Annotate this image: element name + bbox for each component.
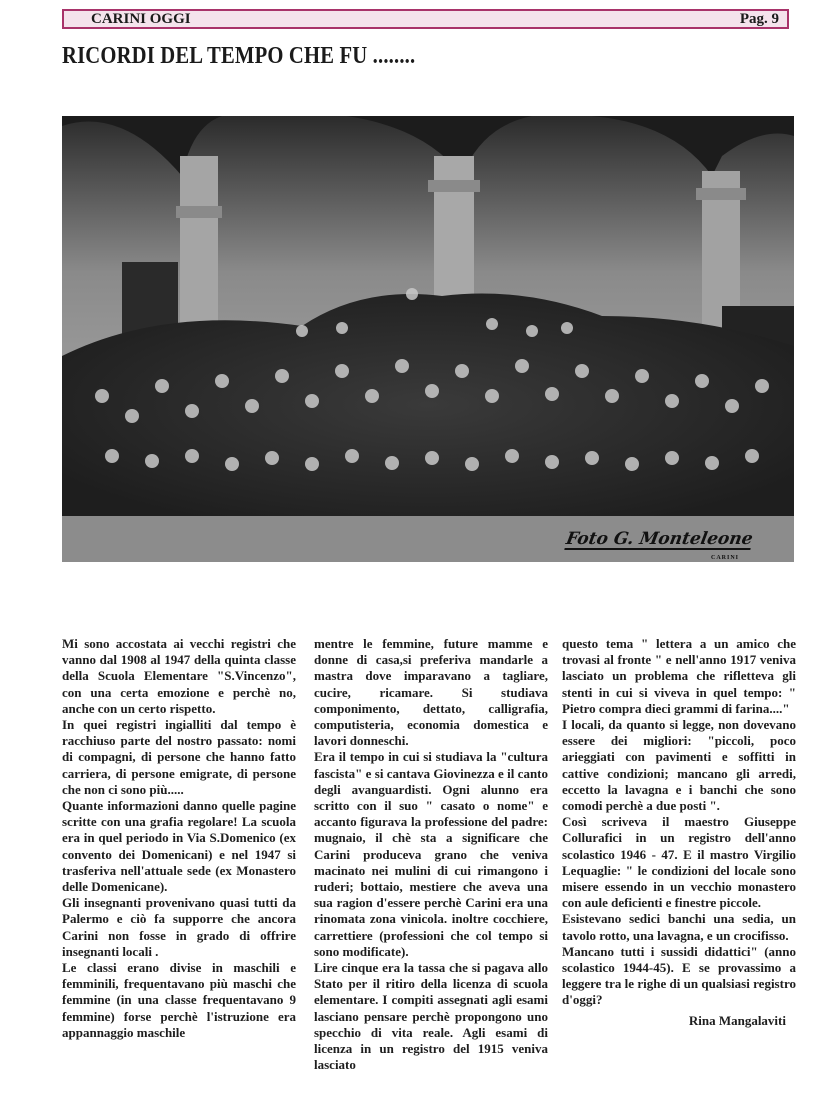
paragraph: Mi sono accostata ai vecchi registri che vanno dal 1908 al 1947 della quinta classe della Scuola Elementare "S.Vincenzo", con una certa emozione e perchè no, anche con un certo rispetto. — [62, 636, 296, 716]
paragraph: Esistevano sedici banchi una sedia, un tavolo rotto, una lavagna, e un crocifisso. — [562, 911, 796, 943]
paragraph: questo tema " lettera a un amico che trovasi al fronte " e nell'anno 1917 veniva lasciato un problema che rifletteva gli stenti in cui si viveva in quel tempo: " Pietro compra dieci grammi di farina...." — [562, 636, 796, 716]
paragraph: Gli insegnanti provenivano quasi tutti da Palermo e ciò fa supporre che ancora Carini non fosse in grado di offrire insegnanti locali . — [62, 895, 296, 959]
page-number: Pag. 9 — [739, 10, 779, 27]
paragraph: Quante informazioni danno quelle pagine scritte con una grafia regolare! La scuola era in quel periodo in Via S.Domenico (ex convento dei Domenicani) e nel 1947 si trasferiva nell'attuale sede (ex Monastero delle Domenicane). — [62, 798, 296, 895]
paragraph: Era il tempo in cui si studiava la "cultura fascista" e si cantava Giovinezza e il canto degli avanguardisti. Ogni alunno era scritto con il suo " casato o nome" e accanto figurava la professione del padre: mugnaio, il chè sta a significare che Carini produceva grano che veniva macinato nei mulini di cui rimangono i ruderi; bottaio, mestiere che aveva una sua ragion d'essere perchè Carini era una rinomata zona vinicola. inoltre cocchiere, carrettiere (professioni che col tempo si sono modificate). — [314, 749, 548, 959]
paragraph: In quei registri ingialliti dal tempo è racchiuso parte del nostro passato: nomi di compagni, di persone che hanno fatto carriera, di persone emigrate, di persone che non ci sono più..... — [62, 717, 296, 797]
paragraph: mentre le femmine, future mamme e donne di casa,si preferiva mandarle a mastra dove imparavano a tagliare, cucire, ricamare. Si studiava componimento, dettato, calligrafia, computisteria, economia domestica e lavori donneschi. — [314, 636, 548, 749]
paragraph: Mancano tutti i sussidi didattici" (anno scolastico 1944-45). E se provassimo a leggere tra le righe di un qualsiasi registro d'oggi? — [562, 943, 796, 1008]
article-body — [62, 636, 796, 1106]
publication-name: CARINI OGGI — [91, 10, 191, 27]
photographer-credit: Foto G. Monteleone — [564, 529, 755, 549]
article-column-1 — [62, 636, 296, 1041]
photo-illustration — [62, 116, 794, 562]
article-column-3 — [562, 636, 796, 1029]
paragraph: Lire cinque era la tassa che si pagava allo Stato per il ritiro della licenza di scuola elementare. I compiti assegnati agli esami lasciano pensare perchè propongono uno specchio di vita reale. Agli esami di licenza in un registro del 1915 veniva lasciato — [314, 960, 548, 1073]
photographer-location: CARINI — [710, 555, 739, 561]
article-author: Rina Mangalaviti — [688, 1012, 786, 1028]
paragraph: Le classi erano divise in maschili e femminili, frequentavano più maschi che femmine (in una classe frequentavano 9 femmine) forse perchè l'istruzione era appannaggio maschile — [62, 960, 296, 1040]
article-title: RICORDI DEL TEMPO CHE FU ........ — [62, 43, 416, 69]
paragraph: I locali, da quanto si legge, non dovevano essere dei migliori: "piccoli, poco arieggiati con pavimenti e soffitti in cattive condizioni; mancano gli arredi, eccetto la lavagna e i banchi che sono comodi perchè a due posti ". — [562, 717, 796, 814]
paragraph: Così scriveva il maestro Giuseppe Collurafici in un registro dell'anno scolastico 1946 - 47. E il mastro Virgilio Lequaglie: " le condizioni del locale sono misere essendo in un vecchio monastero con aule deficienti e finestre piccole. — [562, 814, 796, 911]
class-group-photo — [62, 116, 794, 562]
page-header-bar — [62, 9, 789, 29]
article-column-2 — [314, 636, 548, 1073]
